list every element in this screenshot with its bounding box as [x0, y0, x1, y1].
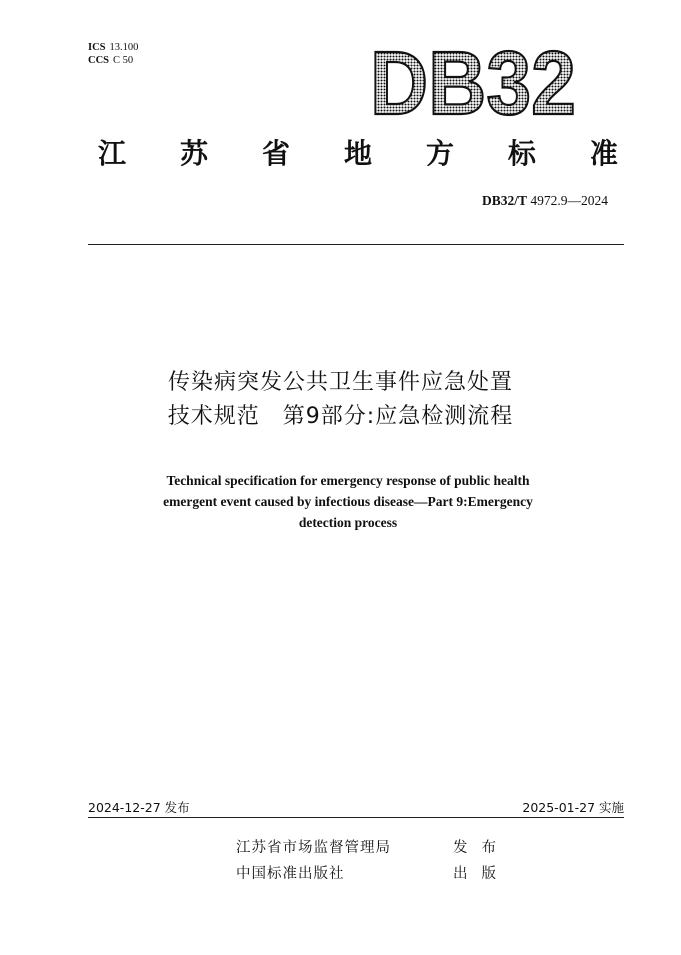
publisher-row — [236, 836, 510, 857]
ics-label: ICS — [88, 42, 106, 53]
bottom-divider — [88, 817, 624, 818]
province-char: 方 — [425, 137, 454, 170]
english-title-line-2: emergent event caused by infectious disease—Part 9:Emergency — [163, 494, 533, 509]
ccs-code — [88, 54, 138, 67]
issue-date: 2024-12-27 发布 — [88, 800, 190, 815]
province-char: 苏 — [179, 137, 208, 170]
province-char: 准 — [589, 137, 618, 170]
chinese-title — [0, 366, 681, 434]
publisher-org: 江苏省市场监督管理局 — [236, 840, 391, 856]
top-divider — [88, 244, 624, 245]
chinese-title-line-2: 技术规范 第9部分:应急检测流程 — [167, 404, 514, 429]
chinese-title-line-1: 传染病突发公共卫生事件应急处置 — [167, 370, 513, 395]
standard-prefix: DB32/T — [481, 193, 527, 208]
implementation-date: 2025-01-27 实施 — [522, 800, 624, 815]
english-title-line-3: detection process — [298, 515, 398, 530]
province-char: 地 — [343, 137, 372, 170]
english-title-line-1: Technical specification for emergency response of public health — [166, 473, 530, 488]
province-char: 江 — [98, 137, 127, 170]
province-char: 标 — [507, 137, 536, 170]
ics-value: 13.100 — [109, 42, 139, 53]
publisher-row — [236, 862, 510, 883]
publisher-org: 中国标准出版社 — [236, 866, 345, 882]
publisher-action: 发布 — [453, 840, 510, 856]
ccs-value: C 50 — [113, 55, 134, 66]
province-char: 省 — [261, 137, 290, 170]
publisher-action: 出版 — [453, 866, 510, 882]
ics-code — [88, 41, 138, 54]
english-title — [110, 470, 586, 533]
standard-number — [482, 193, 608, 209]
standard-number-value: 4972.9—2024 — [530, 193, 608, 208]
ccs-label: CCS — [88, 55, 110, 66]
logo-text: DB32 — [370, 40, 576, 120]
classification-codes — [88, 41, 138, 67]
db32-logo — [368, 40, 578, 120]
province-standard-heading — [98, 137, 618, 171]
